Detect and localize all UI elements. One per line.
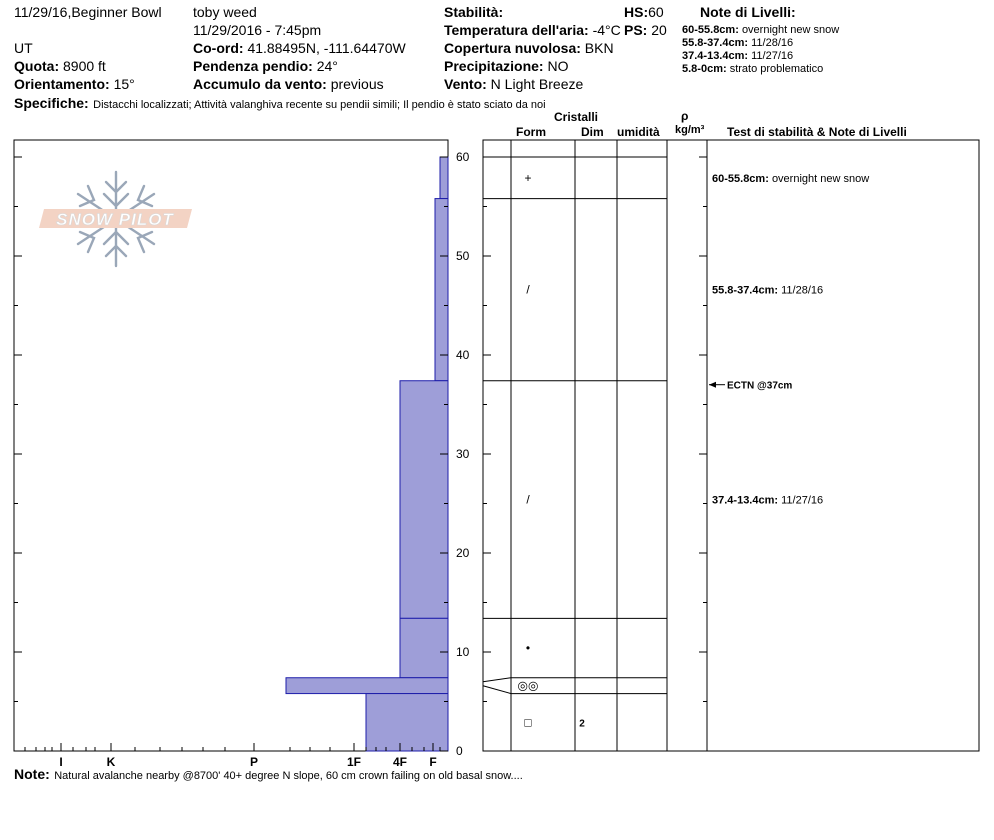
air-temperature-label: Temperatura dell'aria:	[444, 22, 589, 38]
x-tick-label-4F: 4F	[392, 755, 408, 769]
density-unit: kg/m³	[675, 124, 705, 136]
elevation-value: 8900 ft	[63, 58, 106, 74]
precipitation-label: Precipitazione:	[444, 58, 544, 74]
layer-comment-range: 60-55.8cm:	[712, 172, 772, 185]
density-symbol: ρ	[681, 109, 689, 123]
layer-note-1-text: overnight new snow	[741, 24, 840, 36]
layer-note-2-text: 11/28/16	[751, 37, 794, 49]
grain-form-5: ◎◎	[517, 678, 539, 693]
y-tick-label-0: 0	[456, 744, 463, 758]
layer-comment-1	[712, 173, 869, 185]
layer-note-4-text: strato problematico	[729, 63, 824, 75]
snow-height-label: HS:	[624, 4, 649, 20]
air-temperature-value: -4°C	[592, 22, 621, 38]
state: UT	[14, 40, 33, 56]
layer-comment-text: 11/28/16	[781, 284, 824, 297]
grain-form-6: □	[524, 715, 532, 730]
layer-comment-text: overnight new snow	[771, 172, 870, 185]
crystals-header: Cristalli	[554, 110, 599, 124]
footer-note-text: Natural avalanche nearby @8700' 40+ degree N slope, 60 cm crown failing on old basal snow....	[54, 770, 523, 782]
test-label-1: ECTN @37cm	[727, 380, 793, 392]
y-axis	[14, 150, 707, 758]
tests-notes-header: Test di stabilità & Note di Livelli	[727, 125, 907, 139]
snowpilot-logo	[39, 172, 192, 266]
grain-form-4: •	[525, 641, 531, 656]
aspect-value: 15°	[113, 76, 135, 92]
wind-loading-label: Accumulo da vento:	[193, 76, 327, 92]
hardness-bar-5	[286, 678, 448, 694]
layer-comment-2	[712, 285, 823, 297]
hardness-bar-3	[400, 381, 448, 619]
footer-note-label: Note:	[14, 766, 50, 782]
wind-loading-value: previous	[330, 76, 384, 92]
hardness-bar-2	[435, 199, 448, 381]
layer-comment-3	[712, 495, 823, 507]
coordinates-value: 41.88495N, -111.64470W	[247, 40, 406, 56]
hardness-bar-6	[366, 694, 448, 751]
observation-datetime: 11/29/2016 - 7:45pm	[193, 22, 322, 38]
y-tick-label-60: 60	[456, 150, 470, 164]
y-tick-label-40: 40	[456, 348, 470, 362]
grain-form-3: /	[526, 492, 530, 507]
date-location: 11/29/16,Beginner Bowl	[14, 4, 162, 20]
layer-notes-title: Note di Livelli:	[700, 4, 796, 20]
x-tick-label-I: I	[59, 755, 63, 769]
hardness-bar-1	[440, 157, 448, 199]
wind-value: N Light Breeze	[490, 76, 584, 92]
snow-height-value: 60	[648, 4, 664, 20]
hardness-bars	[286, 157, 448, 751]
grain-form-header: Form	[516, 125, 546, 139]
stability-tests	[709, 381, 792, 392]
layer-note-3-text: 11/27/16	[751, 50, 794, 62]
precipitation-value: NO	[547, 58, 569, 74]
coordinates-label: Co-ord:	[193, 40, 244, 56]
penetration-value: 20	[651, 22, 667, 38]
cloud-cover-label: Copertura nuvolosa:	[444, 40, 581, 56]
x-tick-label-P: P	[249, 755, 259, 769]
wind-label: Vento:	[444, 76, 487, 92]
x-tick-label-K: K	[106, 755, 116, 769]
wetness-header: umidità	[617, 125, 660, 139]
elevation-label: Quota:	[14, 58, 60, 74]
y-tick-label-20: 20	[456, 546, 470, 560]
layer-note-3-range: 37.4-13.4cm:	[682, 50, 749, 62]
grain-form-1: +	[524, 170, 532, 185]
grain-size-6: 2	[579, 718, 585, 730]
x-tick-label-F: F	[429, 755, 437, 769]
stability-label: Stabilità:	[444, 4, 504, 20]
layer-comment-range: 37.4-13.4cm:	[712, 494, 782, 507]
x-tick-label-1F: 1F	[346, 755, 362, 769]
test-arrow-head-1	[709, 382, 716, 388]
y-tick-label-10: 10	[456, 645, 470, 659]
layer-comment-range: 55.8-37.4cm:	[712, 284, 782, 297]
aspect-label: Orientamento:	[14, 76, 110, 92]
layer-note-4-range: 5.8-0cm:	[682, 63, 727, 75]
footer-note	[14, 767, 523, 783]
cloud-cover-value: BKN	[584, 40, 614, 56]
specifics-value: Distacchi localizzati; Attività valanghiva recente su pendii simili; Il pendio è stato sciato da noi	[93, 99, 546, 111]
layer-table-frame	[483, 140, 979, 751]
slope-angle-value: 24°	[316, 58, 338, 74]
layer-note-1-range: 60-55.8cm:	[682, 24, 739, 36]
layer-note-2-range: 55.8-37.4cm:	[682, 37, 749, 49]
grain-size-header: Dim	[581, 125, 604, 139]
penetration-label: PS:	[624, 22, 648, 38]
grain-form-2: /	[526, 282, 530, 297]
layer-comment-text: 11/27/16	[781, 494, 824, 507]
specifics-label: Specifiche:	[14, 95, 89, 111]
layer-comments	[712, 173, 869, 507]
y-tick-label-50: 50	[456, 249, 470, 263]
hardness-bar-4	[400, 618, 448, 677]
y-tick-label-30: 30	[456, 447, 470, 461]
logo-text: SNOW PILOT	[56, 210, 174, 229]
slope-angle-label: Pendenza pendio:	[193, 58, 313, 74]
observer: toby weed	[193, 4, 257, 20]
